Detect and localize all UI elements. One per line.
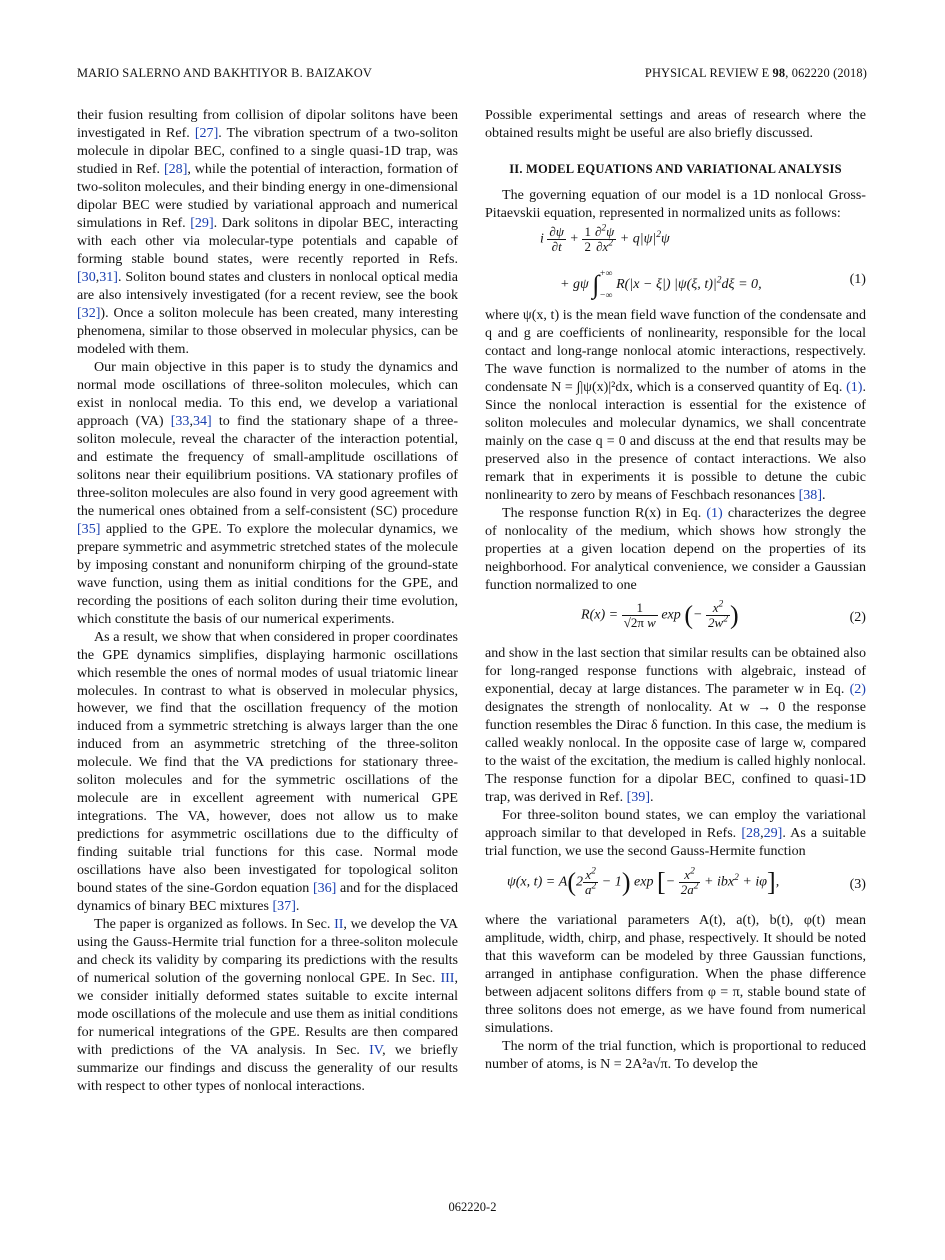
left-paragraph-2: Our main objective in this paper is to study the dynamics and normal mode oscillations of three-soliton molecules, which can exist in nonlocal media. To this end, we develop a variational approach (VA) [33,34] to find the stationary shape of a three-soliton molecule, reveal the character of the interaction potential, and estimate the frequency of small-amplitude oscillations of solitons near their equilibrium positions. VA stationary profiles of three-soliton molecules are also found in very good agreement with the numerical ones obtained from a self-consistent (SC) procedure [35] applied to the GPE. To explore the molecular dynamics, we prepare symmetric and asymmetric stretched states of the molecule by imposing constant and nonuniform chirping of the ground-state wave function, using them as initial conditions for the GPE, and recording the positions of each soliton during their time evolution, which constitute the basis of our numerical experiments. [77,358,458,627]
eq-link[interactable]: (1) [706,504,723,521]
header-volume: 98 [772,66,786,80]
equation-1-line-2: + gψ ∫ +∞ −∞ R(|x − ξ|) |ψ(ξ, $t)|^2d\xi = 0$, [560,268,762,301]
header-authors: MARIO SALERNO AND BAKHTIYOR B. BAIZAKOV [77,66,372,80]
page-number: 062220-2 [448,1200,497,1214]
left-paragraph-3: As a result, we show that when considered in proper coordinates the GPE dynamics simplifies, displaying harmonic oscillations which resemble the ones of normal modes of usual triatomic linear molecules. In contrast to what is observed in molecular physics, however, we find that the oscillation frequency of the motion induced from a symmetric stretching is always larger than the one induced from an asymmetric stretching of the three-soliton molecule. We find that the VA predictions for stationary three-soliton molecules and for the symmetric oscillations of the molecule are in excellent agreement with numerical GPE integrations. The VA, however, does not allow us to make predictions for asymmetric oscillations due to the difficulty of finding suitable trial functions for this case. Normal mode oscillations have also been investigated for topological soliton bound states of the sine-Gordon equation [36] and for the displaced dynamics of binary BEC mixtures [37]. [77,628,458,915]
equation-1-line-1: i $\frac{\partial\psi}{\partial t}$ + $\frac{1}{2}$ $\frac{\partial^2\psi}{\partial x^2}$ + $q|\psi|^2\psi$ [540,223,670,254]
ref-link[interactable]: [32] [77,304,101,321]
ref-link[interactable]: [30 [77,268,96,285]
ref-link[interactable]: [33 [170,412,190,429]
equation-3-number: (3) [849,876,866,893]
ref-link[interactable]: [37] [272,898,296,915]
left-paragraph-1: their fusion resulting from collision of dipolar solitons have been investigated in Ref. [27]. The vibration spectrum of a two-soliton molecule in dipolar BEC, confined to a single quasi-1D trap, was studied in Ref. [28], while the potential of interaction, formation of two-soliton molecules, and their binding energy in one-dimensional dipolar BEC were studied by variational approach and numerical simulations in Ref. [29]. Dark solitons in dipolar BEC, interacting with each other via molecular-type potentials and capable of forming stable bound states, were recently reported in Refs. [30,31]. Soliton bound states and clusters in nonlocal optical media are also intensively investigated (for a recent review, see the book [32]). Once a soliton molecule has been created, many interesting phenomena, similar to those observed in molecular physics, can be modeled with them. [77,107,459,357]
ref-link[interactable]: [38] [798,486,823,503]
ref-link[interactable]: [27] [194,124,219,141]
equation-3 [485,860,866,912]
right-paragraph-4: and show in the last section that similar results can be obtained also for long-ranged response functions with algebraic, instead of exponential, decay at large distances. The parameter w in Eq. (2) designates the strength of nonlocality. At w → 0 the response function resembles the Dirac δ function. In this case, the medium is called weakly nonlocal. In the opposite case of large w, compared to the waist of the excitation, the medium is called highly nonlocal. The response function for a dipolar BEC, confined to quasi-1D trap, was derived in Ref. [39]. [485,644,866,805]
section-link[interactable]: II [334,916,344,933]
left-column [77,107,458,1096]
section-heading: II. MODEL EQUATIONS AND VARIATIONAL ANALYSIS [509,161,842,176]
right-paragraph-7: The norm of the trial function, which is proportional to reduced number of atoms, is N = 2A²a√π. To develop the [485,1038,866,1073]
equation-1 [485,223,866,307]
ref-link[interactable]: [28] [163,160,188,177]
equation-2 [485,595,866,645]
ref-link[interactable]: 34] [192,412,212,429]
right-paragraph-2: where ψ(x, t) is the mean field wave function of the condensate and q and g are coefficients of nonlinearity, responsible for the local contact and long-range nonlocal atomic interactions, respectively. The wave function is normalized to the number of atoms in the condensate N = ∫|ψ(x)|²dx, which is a conserved quantity of Eq. (1). Since the nonlocal interaction is essential for the existence of soliton molecules and molecular dynamics, we shall concentrate mainly on the case q = 0 and discuss at the end that results may be preserved also in the presence of contact interactions. We also remark that in experiments it is possible to detune the cubic nonlinearity to zero by means of Feschbach resonances [38]. [485,306,866,503]
right-column [485,107,866,1074]
header-citation [645,66,867,81]
header-journal: PHYSICAL REVIEW E [644,66,770,80]
ref-link[interactable]: [29] [190,214,214,231]
eq-link[interactable]: (2) [849,680,866,697]
right-paragraph-3: The response function R(x) in Eq. (1) characterizes the degree of nonlocality of the medium, which shows how strongly the properties at a given location depend on the properties of its neighborhood. For analytical convenience, we consider a Gaussian function normalized to one [485,504,866,593]
equation-2-number: (2) [849,608,866,625]
section-link[interactable]: IV [369,1042,383,1059]
ref-link[interactable]: [39] [626,788,650,805]
ref-link[interactable]: [28 [741,824,761,841]
ref-link[interactable]: [36] [312,880,337,897]
ref-link[interactable]: 31] [99,268,118,285]
right-paragraph-6: where the variational parameters A(t), a(t), b(t), φ(t) mean amplitude, width, chirp, and phase, respectively. It should be noted that this waveform can be modeled by three Gaussian functions, arranged in antiphase configuration. When the phase difference between adjacent solitons differs from φ = π, stable bound state of three solitons does not emerge, as we have found from numerical simulations. [485,912,866,1037]
equation-2-body: R(x) = $\frac{1}{\text{√2π w}}$ exp (− $\frac{x^2}{2w^2}$ ) [581,599,739,630]
ref-link[interactable]: [35] [77,520,101,537]
section-link[interactable]: III [440,970,455,987]
equation-3-body: ψ(x, t) = A(2 $\frac{x^2}{a^2}$ − 1) exp [− $\frac{x^2}{2a^2}$ + ibx$^2$ + iφ], [507,867,780,898]
ref-link[interactable]: 29] [763,824,783,841]
right-paragraph-1: The governing equation of our model is a 1D nonlocal Gross-Pitaevskii equation, represented in normalized units as follows: [485,186,866,221]
equation-1-number: (1) [849,270,866,287]
right-paragraph-5: For three-soliton bound states, we can employ the variational approach similar to that developed in Refs. [28,29]. As a suitable trial function, we use the second Gauss-Hermite function [485,806,866,859]
eq-link[interactable]: (1) [846,378,863,395]
header-issue: , 062220 (2018) [785,66,867,80]
left-paragraph-4: The paper is organized as follows. In Sec. II, we develop the VA using the Gauss-Hermite trial function for a three-soliton molecule and check its validity by comparing its predictions with the results of numerical solution of the governing nonlocal GPE. In Sec. III, we consider initially deformed states suitable to excite internal mode oscillations of the molecule and use them as initial conditions for numerical integrations of the GPE. Results are then compared with predictions of the VA analysis. In Sec. IV, we briefly summarize our findings and discuss the generality of our results with respect to other types of nonlocal interactions. [77,916,459,1095]
right-paragraph-0: Possible experimental settings and areas of research where the obtained results might be useful are also briefly discussed. [485,107,866,141]
